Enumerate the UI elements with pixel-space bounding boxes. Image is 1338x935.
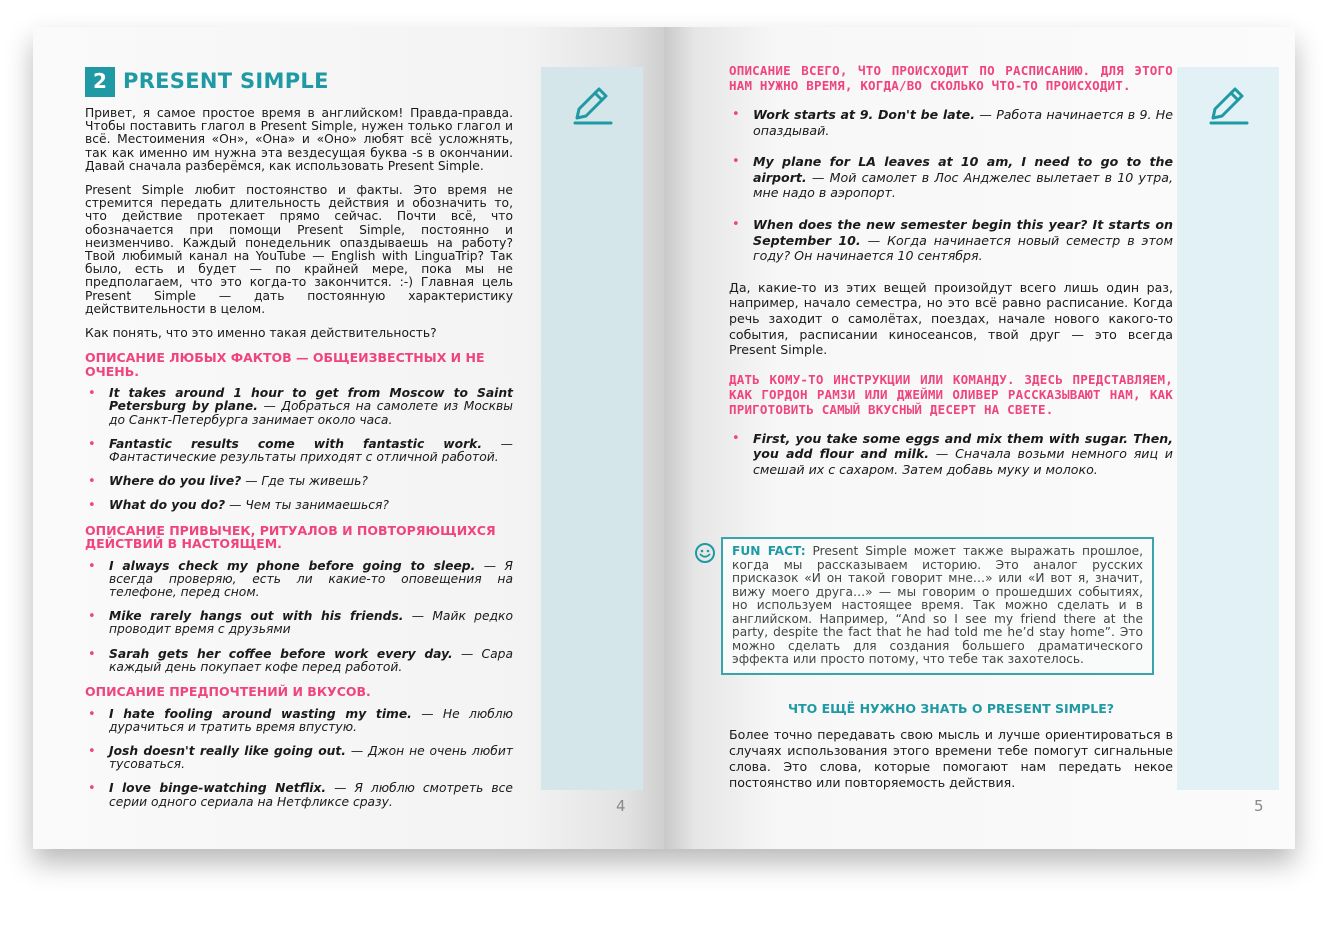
pencil-icon [571,79,615,125]
example-ru: — Я всегда проверяю, есть ли какие-то оповещения на телефоне, перед сном. [109,558,513,600]
list-item [85,782,513,808]
example-en: My plane for LA leaves at 10 am, I need to go to the airport. [753,154,1173,185]
left-content [85,65,513,820]
example-ru: — Сначала возьми немного яиц и смешай их с сахаром. Затем добавь муку и молоко. [753,446,1173,477]
examples-list-habits [85,560,513,674]
schedule-paragraph: Да, какие-то из этих вещей произойдут всего лишь один раз, например, начало семестра, но это всё равно расписание. Когда речь заходит о самолётах, поездах, начале нового какого-то события, расписании киносеансов, твой друг — это всегда Present Simple. [729,279,1173,358]
list-item [85,708,513,734]
example-en: Fantastic results come with fantastic work. [109,436,483,451]
example-ru: — Фантастические результаты приходят с отличной работой. [109,436,513,465]
fun-fact-box [721,537,1154,675]
page-number-left: 4 [616,797,626,815]
pencil-icon [1207,79,1251,125]
list-item [729,217,1173,264]
example-ru: — Когда начинается новый семестр в этом году? Он начинается 10 сентября. [753,232,1173,264]
example-ru: — Мой самолет в Лос Анджелес вылетает в 10 утра, мне надо в аэропорт. [753,169,1173,201]
example-ru: — Я люблю смотреть все серии одного сериала на Нетфликсе сразу. [109,781,513,809]
list-item [85,648,513,674]
example-en: When does the new semester begin this year? It starts on September 10. [753,216,1173,248]
list-item [729,154,1173,201]
example-ru: — Майк редко проводит время с друзьями [109,609,513,637]
list-item [85,745,513,771]
example-en: Josh doesn't really like going out. [109,744,346,758]
notes-sidebar [541,67,643,790]
fun-fact-label: FUN FACT: [732,544,806,558]
example-en: Where do you live? [109,474,242,489]
section-heading-instructions: ДАТЬ КОМУ-ТО ИНСТРУКЦИИ ИЛИ КОМАНДУ. ЗДЕСЬ ПРЕДСТАВЛЯЕМ, КАК ГОРДОН РАМЗИ ИЛИ ДЖЕЙМИ ОЛИВЕР РАССКАЗЫВАЮТ НАМ, КАК ПРИГОТОВИТЬ САМЫЙ ВКУСНЫЙ ДЕСЕРТ НА СВЕТЕ. [729,371,1173,417]
list-item [729,431,1173,478]
example-ru: — Чем ты занимаешься? [225,498,389,513]
example-ru: — Джон не очень любит тусоваться. [109,744,513,772]
example-ru: — Сара каждый день покупает кофе перед работой. [109,646,514,674]
intro-paragraph: Привет, я самое простое время в английском! Правда-правда. Чтобы поставить глагол в Present Simple, нужен только глагол и всё. Местоимения «Он», «Она» и «Оно» любят всё усложнять, так как именно им нужна эта вездесущая буква -s в окончании. Давай сначала разберёмся, как использовать Present Simple. [85,106,513,173]
examples-list-preferences [85,708,513,809]
question-paragraph: Как понять, что это именно такая действительность? [85,326,437,341]
example-en: What do you do? [109,498,226,513]
example-en: I love binge-watching Netflix. [109,781,327,796]
example-ru: — Добраться на самолете из Москвы до Санкт-Петербурга занимает около часа. [109,399,513,427]
smiley-icon [694,542,716,564]
list-item [85,475,513,488]
left-page [33,27,664,849]
example-en: Work starts at 9. Don't be late. [753,107,975,122]
chapter-title: PRESENT SIMPLE [123,69,329,94]
example-en: I always check my phone before going to sleep. [109,558,476,573]
example-ru: — Не люблю дурачиться и тратить время впустую. [109,706,513,734]
list-item [85,438,513,464]
section-heading-habits: ОПИСАНИЕ ПРИВЫЧЕК, РИТУАЛОВ И ПОВТОРЯЮЩИХСЯ ДЕЙСТВИЙ В НАСТОЯЩЕМ. [85,522,496,552]
right-content [729,63,1173,494]
right-page [664,27,1295,849]
chapter-title-row [85,65,513,99]
list-item [85,610,513,636]
book-spread [33,27,1295,849]
list-item [729,107,1173,138]
section-heading-preferences: ОПИСАНИЕ ПРЕДПОЧТЕНИЙ И ВКУСОВ. [85,684,371,700]
list-item [85,387,513,427]
page-number-right: 5 [1254,797,1264,815]
notes-sidebar [1177,67,1279,790]
section-heading-facts: ОПИСАНИЕ ЛЮБЫХ ФАКТОВ — ОБЩЕИЗВЕСТНЫХ И НЕ ОЧЕНЬ. [85,350,485,379]
facts-paragraph: Present Simple любит постоянство и факты. Это время не стремится передать длительность действия и обозначить то, что действие протекает прямо сейчас. Почти всё, что обозначается при помощи Present Simple, постоянно и неизменчиво. Каждый понедельник опаздываешь на работу? Твой любимый канал на YouTube — English with LinguaTrip? Так было, есть и будет — по крайней мере, пока мы не предполагаем, что это когда-то закончится. :-) Главная цель Present Simple — дать постоянную характеристику действительности в целом. [85,183,513,316]
examples-list-schedule [729,107,1173,264]
chapter-number: 2 [85,67,115,97]
example-en: Mike rarely hangs out with his friends. [109,609,404,624]
fun-fact-text: Present Simple может также выражать прошлое, когда мы рассказываем историю. Это аналог русских присказок «И он такой говорит мне…» или «И вот я, значит, вижу моего друга…» — мы говорим о прошедших событиях, но используем настоящее время. Так можно сделать и в английском. Например, “And so I see my friend there at the party, despite the fact that he had told me he’d stay home”. Это можно сделать для создания большего драматического эффекта или просто потому, что тебе так захотелось. [732,544,1143,666]
example-en: I hate fooling around wasting my time. [109,706,412,721]
example-en: First, you take some eggs and mix them with sugar. Then, you add flour and milk. [753,430,1173,462]
examples-list-instructions [729,431,1173,478]
example-ru: — Работа начинается в 9. Не опаздывай. [753,107,1173,138]
closing-paragraph: Более точно передавать свою мысль и лучше ориентироваться в случаях использования этого времени тебе помогут сигнальные слова. Это слова, которые помогают нам передать некое постоянство или повторяемость действия. [729,727,1173,790]
list-item [85,499,513,512]
section-heading-schedule: ОПИСАНИЕ ВСЕГО, ЧТО ПРОИСХОДИТ ПО РАСПИСАНИЮ. ДЛЯ ЭТОГО НАМ НУЖНО ВРЕМЯ, КОГДА/ВО СКОЛЬКО ЧТО-ТО ПРОИСХОДИТ. [729,63,1173,93]
example-ru: — Где ты живешь? [241,474,368,489]
examples-list-facts [85,387,513,512]
example-en: Sarah gets her coffee before work every day. [109,646,453,661]
list-item [85,560,513,600]
example-en: It takes around 1 hour to get from Moscow to Saint Petersburg by plane. [109,386,513,414]
subheading-more: ЧТО ЕЩЁ НУЖНО ЗНАТЬ О PRESENT SIMPLE? [787,701,1115,716]
